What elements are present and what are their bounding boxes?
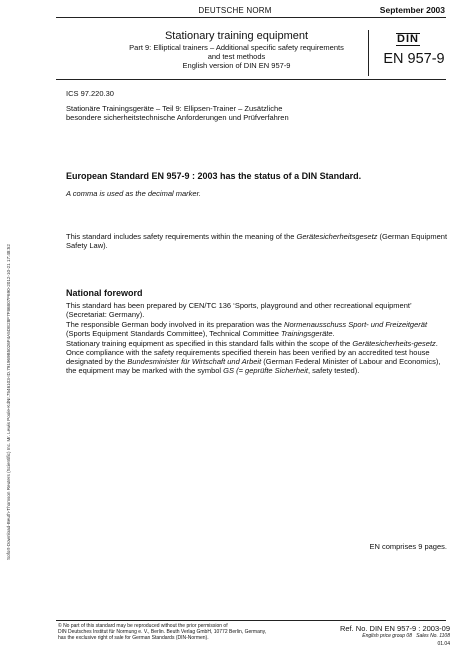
scope-law-name: Gerätesicherheitsgesetz [296, 232, 378, 241]
foreword-text: (German Federal Minister of Labour and Economics), the equipment may be marked with the symbol [66, 357, 441, 375]
norm-label: DEUTSCHE NORM [198, 6, 272, 15]
foreword-text: . Once compliance with the safety requirements specified therein has been verified by an accredited test house designated by the [66, 339, 438, 366]
scope-text: This standard includes safety requirements within the meaning of the [66, 232, 297, 241]
scope-paragraph [66, 232, 450, 250]
scope-text: (German Equipment Safety Law). [66, 232, 448, 250]
foreword-paragraph: This standard has been prepared by CEN/TC 136 ‘Sports, playground and other recreational equipment’ (Secretariat: Germany). [66, 301, 412, 319]
footer-rule [56, 620, 446, 621]
document-title: Stationary training equipment [164, 30, 309, 42]
edition-code: 01.04 [437, 641, 450, 647]
sales-number: Sales No. 1108 [416, 633, 450, 639]
price-group: English price group 08 [362, 633, 412, 639]
german-title-line: Stationäre Trainingsgeräte – Teil 9: Ellipsen-Trainer – Zusätzliche [66, 104, 283, 113]
ministry-name: Bundesminister für Wirtschaft und Arbeit [127, 357, 262, 366]
committee-name: Normenausschuss Sport- und Freizeitgerät [284, 320, 428, 329]
technical-committee-name: Trainingsgeräte [280, 329, 333, 338]
publication-date: September 2003 [379, 5, 445, 15]
foreword-text: The responsible German body involved in its preparation was the [66, 320, 285, 329]
german-title-line: besondere sicherheitstechnische Anforderungen und Prüfverfahren [66, 113, 289, 122]
foreword-paragraph [66, 339, 450, 375]
standard-number: EN 957-9 [383, 51, 445, 67]
german-title [66, 104, 406, 122]
top-rule [56, 17, 446, 18]
gs-symbol: GS (= geprüfte Sicherheit [223, 366, 309, 375]
foreword-paragraph [66, 320, 450, 338]
header-rule [56, 79, 446, 80]
foreword-body [66, 301, 450, 376]
foreword-heading: National foreword [66, 288, 143, 298]
foreword-text: . [332, 329, 335, 338]
foreword-text: Stationary training equipment as specified in this standard falls within the scope of the [66, 339, 353, 348]
download-watermark: Sofort-Download-Beuth-Thomson Reuters (Scientific) Inc. Mr. Lewis Poole-KdNr.7546103-ID.791969B5026F4A5DE28F7F86807F690-2012-10-21 17:48:52 [6, 244, 11, 560]
copyright-line: © No part of this standard may be reproduced without the prior permission of [58, 623, 228, 629]
copyright-notice [58, 623, 308, 641]
subtitle-line: and test methods [207, 52, 266, 61]
decimal-note: A comma is used as the decimal marker. [66, 189, 201, 198]
ics-code: ICS 97.220.30 [66, 89, 114, 98]
copyright-line: has the exclusive right of sale for German Standards (DIN-Normen). [58, 635, 209, 641]
subtitle-line: English version of DIN EN 957-9 [182, 61, 291, 70]
document-subtitle [105, 43, 368, 70]
price-info [312, 633, 450, 639]
copyright-line: DIN Deutsches Institut für Normung e. V., Berlin. Beuth Verlag GmbH, 10772 Berlin, Germany, [58, 629, 267, 635]
subtitle-line: Part 9: Elliptical trainers – Additional specific safety requirements [129, 43, 344, 52]
status-statement: European Standard EN 957-9 : 2003 has the status of a DIN Standard. [66, 171, 362, 181]
foreword-text: (Sports Equipment Standards Committee), Technical Committee [66, 329, 281, 338]
law-name: Gerätesicherheits-gesetz [352, 339, 436, 348]
page-count: EN comprises 9 pages. [369, 542, 447, 551]
din-logo: DIN [397, 33, 419, 45]
reference-number: Ref. No. DIN EN 957-9 : 2003-09 [339, 624, 450, 633]
foreword-text: , safety tested). [308, 366, 360, 375]
